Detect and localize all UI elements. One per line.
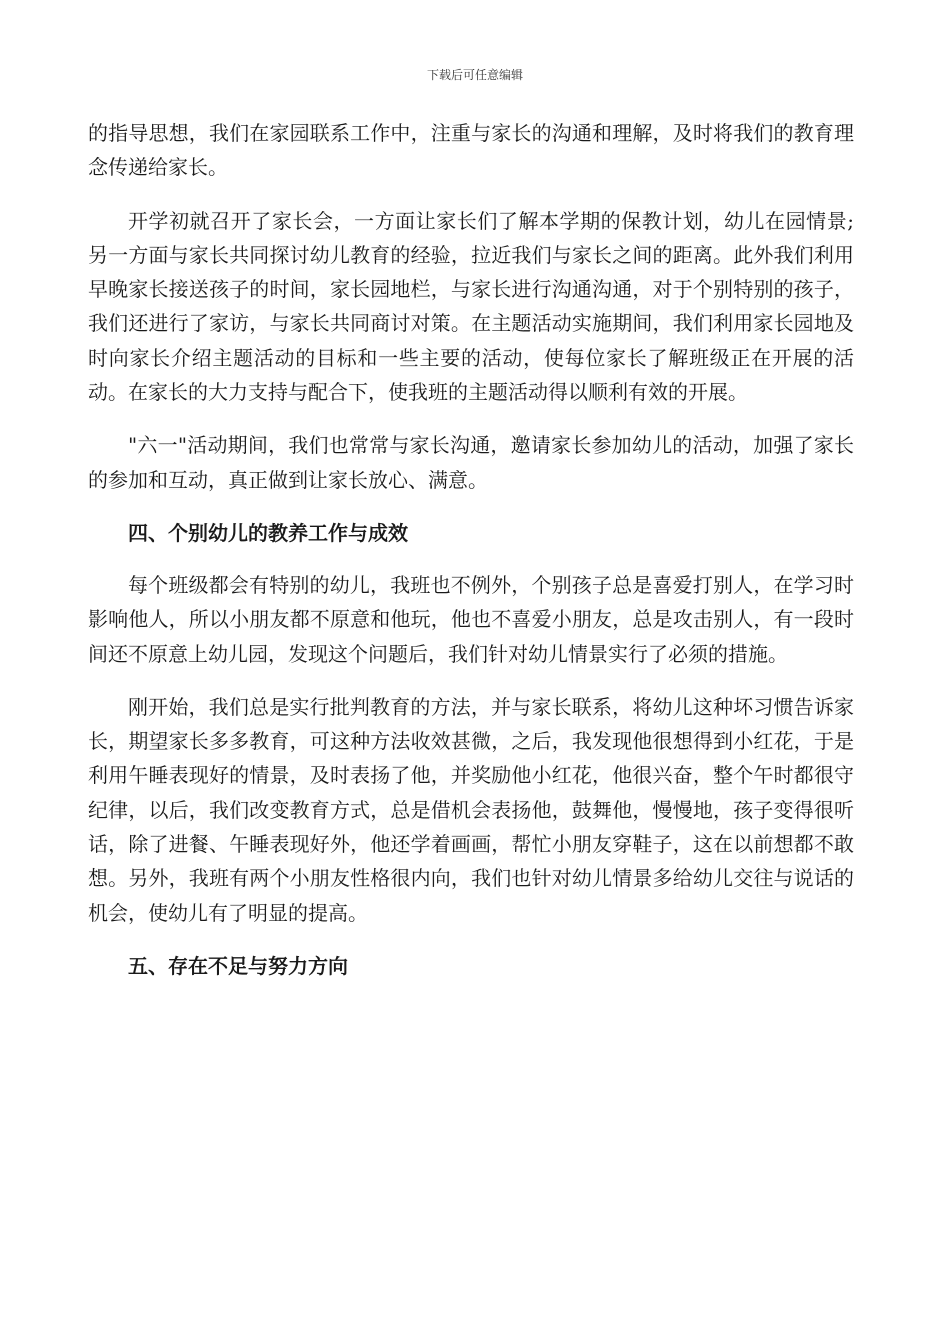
paragraph-parent-meeting: 开学初就召开了家长会，一方面让家长们了解本学期的保教计划，幼儿在园情景;另一方面与家长共同探讨幼儿教育的经验，拉近我们与家长之间的距离。此外我们利用早晚家长接送孩子的时间，家长园地栏，与家长进行沟通沟通，对于个别特别的孩子，我们还进行了家访，与家长共同商讨对策。在主题活动实施期间，我们利用家长园地及时向家长介绍主题活动的目标和一些主要的活动，使每位家长了解班级正在开展的活动。在家长的大力支持与配合下，使我班的主题活动得以顺利有效的开展。 xyxy=(88,208,854,405)
paragraph-special-child: 每个班级都会有特别的幼儿，我班也不例外，个别孩子总是喜爱打别人，在学习时影响他人，所以小朋友都不原意和他玩，他也不喜爱小朋友，总是攻击别人，有一段时间还不原意上幼儿园，发现这个问题后，我们针对幼儿情景实行了必须的措施。 xyxy=(88,572,854,666)
paragraph-children-day: "六一"活动期间，我们也常常与家长沟通，邀请家长参加幼儿的活动，加强了家长的参加和互动，真正做到让家长放心、满意。 xyxy=(88,433,854,492)
page-header: 下载后可任意编辑 xyxy=(426,68,523,82)
paragraph-continuation: 的指导思想，我们在家园联系工作中，注重与家长的沟通和理解，及时将我们的教育理念传递给家长。 xyxy=(88,121,854,180)
section-heading-individual-care: 四、个别幼儿的教养工作与成效 xyxy=(128,520,408,545)
section-heading-shortcomings: 五、存在不足与努力方向 xyxy=(128,953,348,978)
document-body xyxy=(88,116,854,1001)
paragraph-education-method: 刚开始，我们总是实行批判教育的方法，并与家长联系，将幼儿这种坏习惯告诉家长，期望家长多多教育，可这种方法收效甚微，之后，我发现他很想得到小红花，于是利用午睡表现好的情景，及时表扬了他，并奖励他小红花，他很兴奋，整个午时都很守纪律，以后，我们改变教育方式，总是借机会表扬他，鼓舞他，慢慢地，孩子变得很听话，除了进餐、午睡表现好外，他还学着画画，帮忙小朋友穿鞋子，这在以前想都不敢想。另外，我班有两个小朋友性格很内向，我们也针对幼儿情景多给幼儿交往与说话的机会，使幼儿有了明显的提高。 xyxy=(88,694,854,925)
